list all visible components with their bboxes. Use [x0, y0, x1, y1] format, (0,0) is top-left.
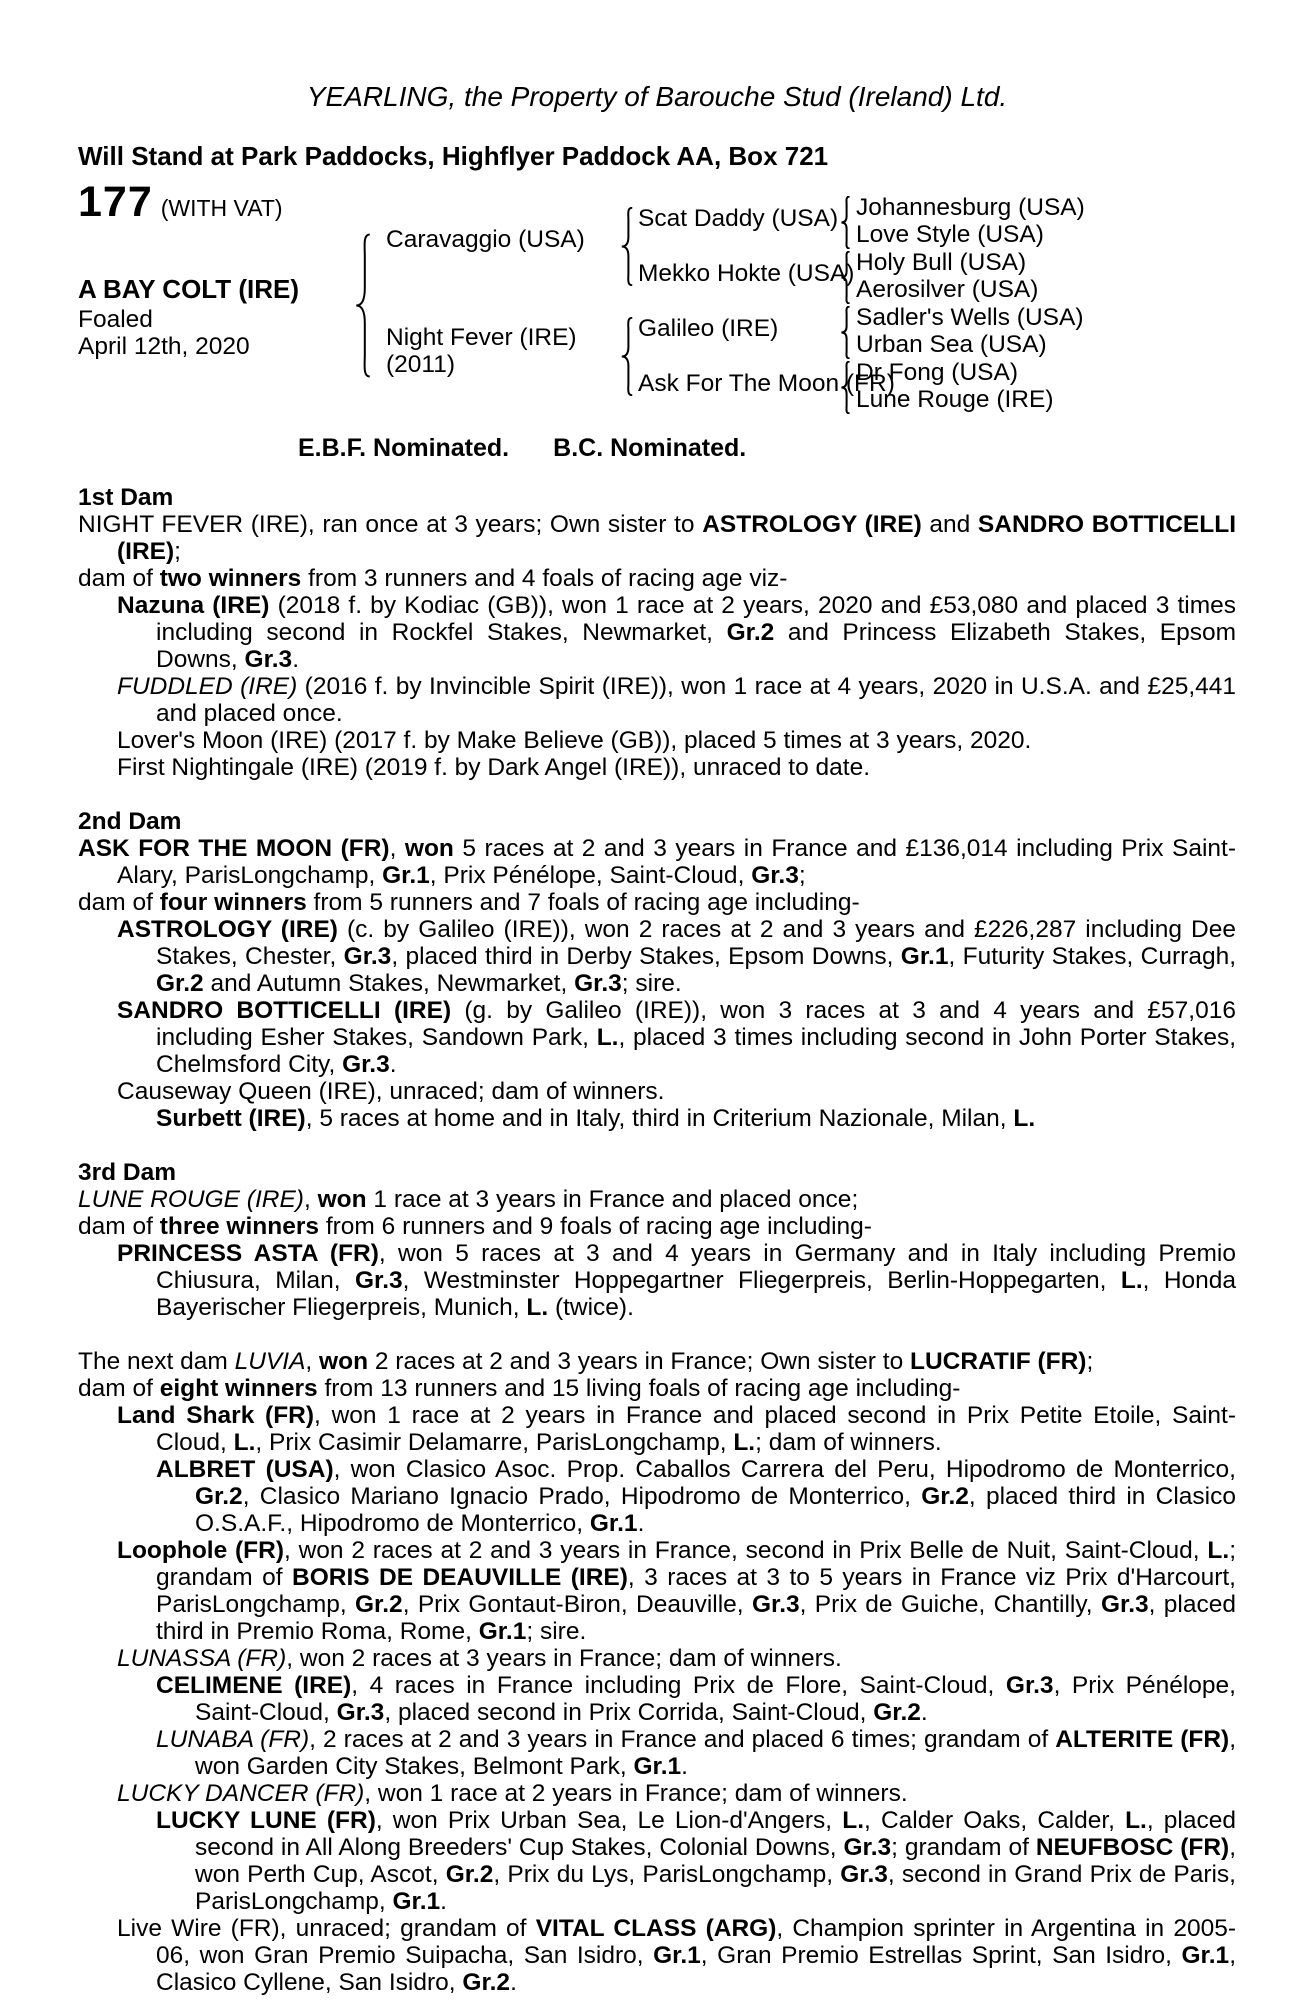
dam-sire-dam-name: Urban Sea (USA) [856, 331, 1047, 358]
pedigree-brace-icon [620, 207, 634, 286]
colt-description: A BAY COLT (IRE) [78, 274, 300, 304]
nominations-line [298, 435, 1236, 462]
catalogue-paragraph: NIGHT FEVER (IRE), ran once at 3 years; Own sister to ASTROLOGY (IRE) and SANDRO BOTTICELLI (IRE); [78, 511, 1236, 565]
pedigree-section [78, 1159, 1236, 1321]
dam-name: Night Fever (IRE) [386, 324, 577, 351]
catalogue-paragraph: LUNASSA (FR), won 2 races at 3 years in France; dam of winners. [117, 1645, 842, 1672]
catalogue-paragraph: dam of eight winners from 13 runners and 15 living foals of racing age including- [78, 1375, 961, 1402]
pedigree-table [78, 178, 1236, 433]
catalogue-paragraph: FUDDLED (IRE) (2016 f. by Invincible Spirit (IRE)), won 1 race at 4 years, 2020 in U.S.A. and £25,441 and placed once. [117, 673, 1237, 727]
section-heading: 2nd Dam [78, 808, 182, 835]
pedigree-brace-icon [840, 306, 851, 359]
lot-header [78, 178, 283, 226]
catalogue-paragraph: dam of two winners from 3 runners and 4 foals of racing age viz- [78, 565, 788, 592]
dam-year: (2011) [386, 351, 456, 378]
catalogue-paragraph: LUCKY LUNE (FR), won Prix Urban Sea, Le Lion-d'Angers, L., Calder Oaks, Calder, L., placed second in All Along Breeders' Cup Stakes, Colonial Downs, Gr.3; grandam of NEUFBOSC (FR), won Perth Cup, Ascot, Gr.2, Prix du Lys, ParisLongchamp, Gr.3, second in Grand Prix de Paris, ParisLongchamp, Gr.1. [156, 1807, 1237, 1915]
sire-sire-sire-name: Johannesburg (USA) [856, 194, 1085, 221]
section-heading: 1st Dam [78, 484, 174, 511]
pedigree-section [78, 1348, 1236, 1996]
catalogue-paragraph: The next dam LUVIA, won 2 races at 2 and 3 years in France; Own sister to LUCRATIF (FR); [78, 1348, 1094, 1375]
catalogue-paragraph: First Nightingale (IRE) (2019 f. by Dark Angel (IRE)), unraced to date. [117, 754, 871, 781]
bc-nominated-label: B.C. Nominated. [553, 434, 747, 462]
catalogue-paragraph: LUNABA (FR), 2 races at 2 and 3 years in France and placed 6 times; grandam of ALTERITE (FR), won Garden City Stakes, Belmont Park, Gr.1. [156, 1726, 1236, 1780]
sire-sire-name: Scat Daddy (USA) [638, 205, 839, 232]
section-heading: 3rd Dam [78, 1159, 177, 1186]
sire-sire-dam-name: Love Style (USA) [856, 221, 1044, 248]
pedigree-section [78, 484, 1236, 781]
dam-sire-sire-name: Sadler's Wells (USA) [856, 304, 1084, 331]
lot-number: 177 [78, 178, 153, 226]
dam-sire-name: Galileo (IRE) [638, 315, 779, 342]
pedigree-section [78, 808, 1236, 1132]
catalogue-paragraph: Live Wire (FR), unraced; grandam of VITAL CLASS (ARG), Champion sprinter in Argentina in 2005-06, won Gran Premio Suipacha, San Isidro, Gr.1, Gran Premio Estrellas Sprint, San Isidro, Gr.1, Clasico Cyllene, San Isidro, Gr.2. [117, 1915, 1237, 1996]
catalogue-paragraph: dam of four winners from 5 runners and 7 foals of racing age including- [78, 889, 860, 916]
sire-dam-name: Mekko Hokte (USA) [638, 260, 855, 287]
catalogue-paragraph: Surbett (IRE), 5 races at home and in Italy, third in Criterium Nazionale, Milan, L. [156, 1105, 1036, 1132]
pedigree-brace-icon [354, 233, 372, 378]
ebf-nominated-label: E.B.F. Nominated. [298, 434, 510, 462]
catalogue-body [78, 484, 1236, 1996]
catalogue-paragraph: Land Shark (FR), won 1 race at 2 years in France and placed second in Prix Petite Etoile, Saint-Cloud, L., Prix Casimir Delamarre, ParisLongchamp, L.; dam of winners. [117, 1402, 1236, 1456]
catalogue-paragraph: SANDRO BOTTICELLI (IRE) (g. by Galileo (IRE)), won 3 races at 3 and 4 years and £57,016 including Esher Stakes, Sandown Park, L., placed 3 times including second in John Porter Stakes, Chelmsford City, Gr.3. [117, 997, 1237, 1078]
catalogue-paragraph: dam of three winners from 6 runners and 9 foals of racing age including- [78, 1213, 872, 1240]
catalogue-paragraph: Nazuna (IRE) (2018 f. by Kodiac (GB)), won 1 race at 2 years, 2020 and £53,080 and placed 3 times including second in Rockfel Stakes, Newmarket, Gr.2 and Princess Elizabeth Stakes, Epsom Downs, Gr.3. [117, 592, 1236, 673]
catalogue-paragraph: Lover's Moon (IRE) (2017 f. by Make Believe (GB)), placed 5 times at 3 years, 2020. [117, 727, 1032, 754]
sire-dam-dam-name: Aerosilver (USA) [856, 276, 1039, 303]
dam-dam-dam-name: Lune Rouge (IRE) [856, 386, 1054, 413]
catalogue-paragraph: LUNE ROUGE (IRE), won 1 race at 3 years in France and placed once; [78, 1186, 859, 1213]
dam-dam-sire-name: Dr Fong (USA) [856, 359, 1019, 386]
pedigree-brace-icon [840, 196, 851, 249]
catalogue-paragraph: PRINCESS ASTA (FR), won 5 races at 3 and 4 years in Germany and in Italy including Premio Chiusura, Milan, Gr.3, Westminster Hoppegartner Fliegerpreis, Berlin-Hoppegarten, L., Honda Bayerischer Fliegerpreis, Munich, L. (twice). [117, 1240, 1237, 1321]
stand-location: Will Stand at Park Paddocks, Highflyer Paddock AA, Box 721 [78, 141, 829, 171]
dam-dam-name: Ask For The Moon (FR) [638, 370, 895, 397]
dam-block [386, 324, 577, 378]
catalogue-paragraph: ASTROLOGY (IRE) (c. by Galileo (IRE)), won 2 races at 2 and 3 years and £226,287 including Dee Stakes, Chester, Gr.3, placed third in Derby Stakes, Epsom Downs, Gr.1, Futurity Stakes, Curragh, Gr.2 and Autumn Stakes, Newmarket, Gr.3; sire. [117, 916, 1237, 997]
catalogue-page [78, 0, 1236, 1996]
catalogue-paragraph: Loophole (FR), won 2 races at 2 and 3 years in France, second in Prix Belle de Nuit, Saint-Cloud, L.; grandam of BORIS DE DEAUVILLE (IRE), 3 races at 3 to 5 years in France viz Prix d'Harcourt, ParisLongchamp, Gr.2, Prix Gontaut-Biron, Deauville, Gr.3, Prix de Guiche, Chantilly, Gr.3, placed third in Premio Roma, Rome, Gr.1; sire. [117, 1537, 1236, 1645]
sire-name: Caravaggio (USA) [386, 226, 585, 253]
foaled-label: Foaled [78, 306, 153, 333]
catalogue-paragraph: ALBRET (USA), won Clasico Asoc. Prop. Caballos Carrera del Peru, Hipodromo de Monterrico, Gr.2, Clasico Mariano Ignacio Prado, Hipodromo de Monterrico, Gr.2, placed third in Clasico O.S.A.F., Hipodromo de Monterrico, Gr.1. [156, 1456, 1236, 1537]
pedigree-brace-icon [620, 317, 634, 396]
catalogue-paragraph: LUCKY DANCER (FR), won 1 race at 2 years in France; dam of winners. [117, 1780, 908, 1807]
vat-note: (WITH VAT) [160, 195, 283, 221]
sire-dam-sire-name: Holy Bull (USA) [856, 249, 1027, 276]
page-title: YEARLING, the Property of Barouche Stud (Ireland) Ltd. [306, 81, 1008, 112]
foaled-date: April 12th, 2020 [78, 333, 250, 360]
catalogue-paragraph: Causeway Queen (IRE), unraced; dam of winners. [117, 1078, 665, 1105]
catalogue-paragraph: ASK FOR THE MOON (FR), won 5 races at 2 and 3 years in France and £136,014 including Prix Saint-Alary, ParisLongchamp, Gr.1, Prix Pénélope, Saint-Cloud, Gr.3; [78, 835, 1236, 889]
catalogue-paragraph: CELIMENE (IRE), 4 races in France including Prix de Flore, Saint-Cloud, Gr.3, Prix Pénélope, Saint-Cloud, Gr.3, placed second in Prix Corrida, Saint-Cloud, Gr.2. [156, 1672, 1236, 1726]
